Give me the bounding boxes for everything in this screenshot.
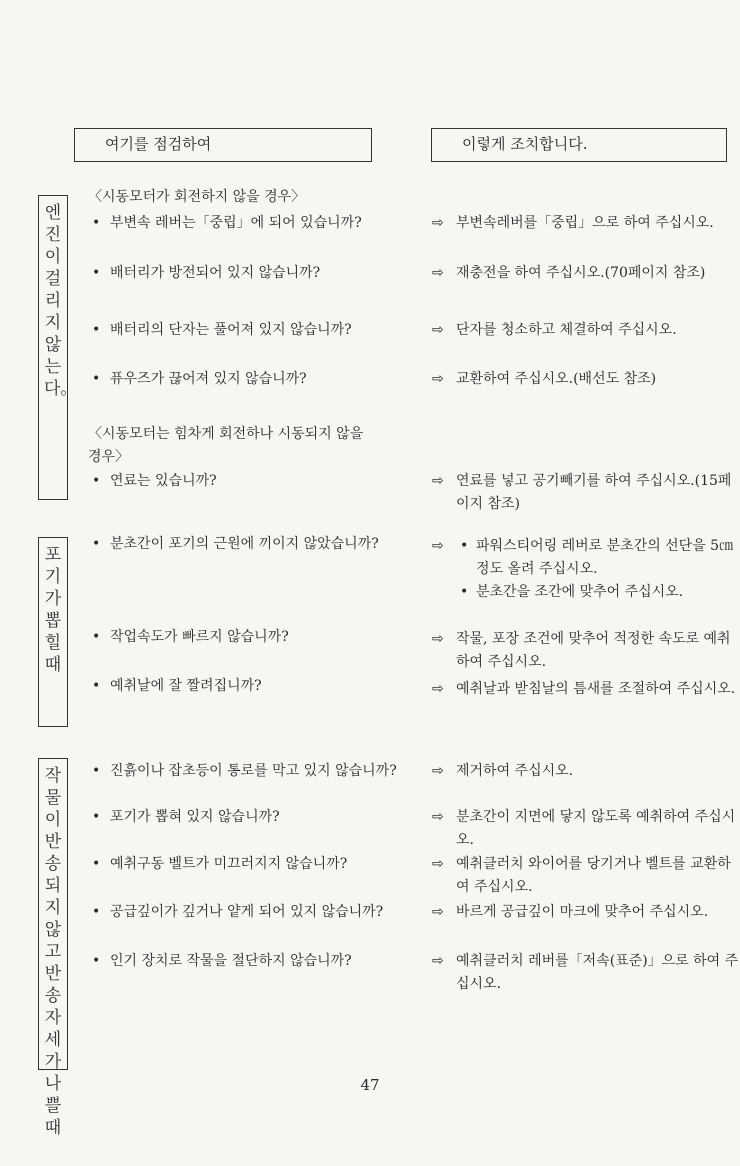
check-item: • 배터리가 방전되어 있지 않습니까? [88, 262, 400, 285]
check-item: • 인기 장치로 작물을 절단하지 않습니까? [88, 950, 400, 973]
page-number: 47 [360, 1076, 380, 1094]
section-label-plant-pulled: 포기가 뽑힐때 [38, 537, 68, 727]
check-item: • 분초간이 포기의 근원에 끼이지 않았습니까? [88, 533, 400, 556]
action-item: ⇨ 예취클러치 와이어를 당기거나 벨트를 교환하여 주십시오. [432, 853, 740, 899]
action-item: ⇨ 예취날과 받침날의 틈새를 조절하여 주십시오. [432, 678, 740, 701]
action-item [432, 535, 740, 604]
check-item: • 포기가 뽑혀 있지 않습니까? [88, 806, 400, 829]
action-item: ⇨ 부변속레버를「중립」으로 하여 주십시오. [432, 212, 740, 235]
check-item: • 공급깊이가 깊거나 얕게 되어 있지 않습니까? [88, 901, 400, 924]
action-item: ⇨ 바르게 공급깊이 마크에 맞추어 주십시오. [432, 901, 740, 924]
check-item: • 작업속도가 빠르지 않습니까? [88, 626, 400, 649]
section-label-engine: 엔진이 걸리지 않는다。 [38, 195, 68, 500]
check-item: • 진흙이나 잡초등이 통로를 막고 있지 않습니까? [88, 760, 400, 783]
action-item: ⇨ 제거하여 주십시오. [432, 760, 740, 783]
action-item: ⇨ 단자를 청소하고 체결하여 주십시오. [432, 319, 740, 342]
check-item: • 퓨우즈가 끊어져 있지 않습니까? [88, 368, 400, 391]
action-sub-item: • 분초간을 조간에 맞추어 주십시오. [456, 581, 740, 604]
check-header: 여기를 점검하여 [74, 128, 372, 162]
action-item: ⇨ 연료를 넣고 공기빼기를 하여 주십시오.(15페이지 참조) [432, 470, 740, 516]
check-heading: 〈시동모터가 회전하지 않을 경우〉 [88, 189, 306, 205]
section-label-conveyance: 작물이 반송되지 않고 반송자세가 나쁠때 [38, 758, 68, 1070]
check-item: • 예취구동 벨트가 미끄러지지 않습니까? [88, 853, 400, 876]
action-item: ⇨ 재충전을 하여 주십시오.(70페이지 참조) [432, 262, 740, 285]
action-sub-item: • ⇨ 파워스티어링 레버로 분초간의 선단을 5㎝ 정도 올려 주십시오. [456, 535, 740, 581]
check-item: • 부변속 레버는「중립」에 되어 있습니까? [88, 212, 400, 235]
action-item: ⇨ 예취클러치 레버를「저속(표준)」으로 하여 주십시오. [432, 950, 740, 996]
action-item: ⇨ 교환하여 주십시오.(배선도 참조) [432, 368, 740, 391]
check-item: • 예취날에 잘 짤려집니까? [88, 675, 400, 698]
check-item: • 배터리의 단자는 풀어져 있지 않습니까? [88, 319, 400, 342]
check-item: • 연료는 있습니까? [88, 470, 400, 493]
check-heading: 〈시동모터는 힘차게 회전하나 시동되지 않을 경우〉 [88, 426, 364, 465]
action-header: 이렇게 조치합니다. [431, 128, 727, 162]
action-item: ⇨ 작물, 포장 조건에 맞추어 적정한 속도로 예취하여 주십시오. [432, 628, 740, 674]
action-item: ⇨ 분초간이 지면에 닿지 않도록 예취하여 주십시오. [432, 806, 740, 852]
